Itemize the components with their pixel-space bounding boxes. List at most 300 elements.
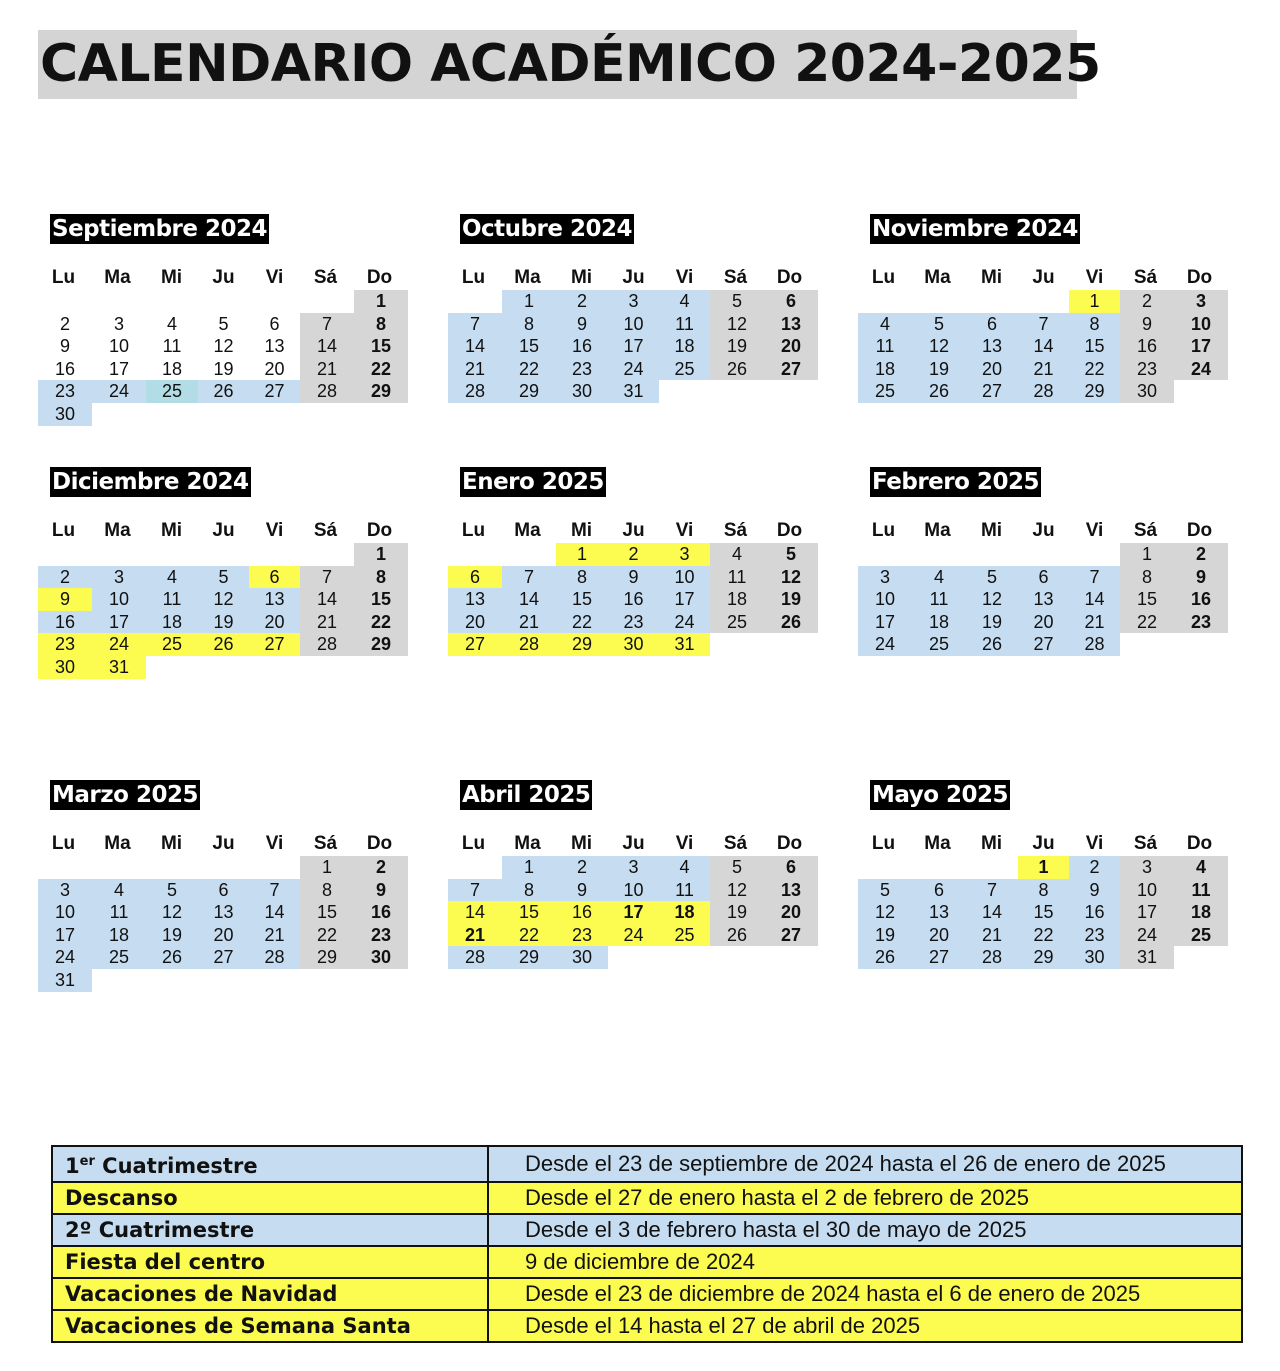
day-cell: 19 bbox=[146, 924, 198, 947]
day-cell: 31 bbox=[1120, 946, 1174, 969]
day-cell: 18 bbox=[659, 335, 710, 358]
day-cell: 23 bbox=[1069, 924, 1120, 947]
day-cell: 7 bbox=[966, 879, 1018, 902]
day-cell: 14 bbox=[448, 901, 502, 924]
day-cell: 24 bbox=[608, 358, 659, 381]
day-cell: 28 bbox=[966, 946, 1018, 969]
day-cell: 27 bbox=[912, 946, 966, 969]
month-title: Febrero 2025 bbox=[872, 469, 1039, 495]
day-cell: 20 bbox=[764, 901, 818, 924]
day-cell: 23 bbox=[556, 358, 608, 381]
day-cell: 20 bbox=[264, 358, 285, 379]
day-cell: 22 bbox=[1069, 358, 1120, 381]
day-cell: 18 bbox=[858, 358, 912, 381]
day-cell: 8 bbox=[556, 566, 608, 589]
day-cell: 2 bbox=[1120, 290, 1174, 313]
day-cell: 18 bbox=[659, 901, 710, 924]
day-cell: 11 bbox=[858, 335, 912, 358]
weekday-header: Mi bbox=[980, 520, 1003, 541]
weekday-header: Ju bbox=[1032, 520, 1055, 541]
day-cell: 11 bbox=[1174, 879, 1228, 902]
day-cell: 5 bbox=[710, 290, 764, 313]
day-cell: 18 bbox=[161, 358, 183, 379]
day-cell: 27 bbox=[764, 358, 818, 381]
legend-label: 1er Cuatrimestre bbox=[52, 1146, 488, 1182]
day-cell: 22 bbox=[502, 358, 556, 381]
day-cell: 6 bbox=[966, 313, 1018, 336]
legend-label: Vacaciones de Semana Santa bbox=[52, 1310, 488, 1342]
weekday-header: Lu bbox=[871, 833, 896, 854]
day-cell: 13 bbox=[764, 879, 818, 902]
day-cell: 11 bbox=[710, 566, 764, 589]
weekday-header: Lu bbox=[461, 267, 486, 288]
day-cell: 17 bbox=[858, 611, 912, 634]
weekday-header: Lu bbox=[461, 520, 486, 541]
day-cell: 21 bbox=[1069, 611, 1120, 634]
weekday-header: Do bbox=[776, 267, 803, 288]
weekday-header: Ma bbox=[514, 520, 541, 541]
day-cell: 30 bbox=[1120, 380, 1174, 403]
day-cell: 8 bbox=[1069, 313, 1120, 336]
day-cell: 24 bbox=[38, 946, 92, 969]
weekday-header: Ma bbox=[514, 833, 541, 854]
day-cell: 12 bbox=[710, 879, 764, 902]
day-cell: 19 bbox=[764, 588, 818, 611]
day-cell: 13 bbox=[966, 335, 1018, 358]
day-cell: 2 bbox=[354, 856, 408, 879]
day-cell: 29 bbox=[502, 380, 556, 403]
day-cell: 4 bbox=[710, 543, 764, 566]
day-cell: 14 bbox=[1018, 335, 1069, 358]
day-cell: 10 bbox=[659, 566, 710, 589]
day-cell: 13 bbox=[249, 588, 300, 611]
day-cell: 5 bbox=[710, 856, 764, 879]
month-block bbox=[858, 214, 1238, 444]
day-cell: 18 bbox=[1174, 901, 1228, 924]
day-cell: 2 bbox=[1069, 856, 1120, 879]
month-title: Abril 2025 bbox=[462, 782, 591, 808]
day-cell: 5 bbox=[858, 879, 912, 902]
legend-value: Desde el 27 de enero hasta el 2 de febrero de 2025 bbox=[488, 1182, 1242, 1214]
weekday-header: Mi bbox=[980, 833, 1003, 854]
day-cell: 16 bbox=[38, 611, 92, 634]
day-cell: 15 bbox=[354, 588, 408, 611]
day-cell: 29 bbox=[556, 633, 608, 656]
weekday-header: Sá bbox=[1133, 520, 1158, 541]
day-cell: 20 bbox=[1018, 611, 1069, 634]
day-cell: 22 bbox=[502, 924, 556, 947]
day-cell: 17 bbox=[38, 924, 92, 947]
day-cell: 28 bbox=[502, 633, 556, 656]
day-cell: 5 bbox=[198, 566, 249, 589]
day-cell: 1 bbox=[300, 856, 354, 879]
day-cell: 16 bbox=[1120, 335, 1174, 358]
day-cell: 3 bbox=[858, 566, 912, 589]
day-cell: 4 bbox=[912, 566, 966, 589]
day-cell: 30 bbox=[38, 656, 92, 679]
weekday-header: Mi bbox=[570, 833, 593, 854]
day-cell: 18 bbox=[146, 611, 198, 634]
day-cell: 17 bbox=[108, 358, 130, 379]
day-cell: 24 bbox=[92, 633, 146, 656]
day-cell: 3 bbox=[659, 543, 710, 566]
day-cell: 22 bbox=[1018, 924, 1069, 947]
month-block bbox=[448, 467, 828, 697]
day-cell: 25 bbox=[659, 358, 710, 381]
day-cell: 22 bbox=[354, 358, 408, 381]
month-block bbox=[38, 214, 418, 444]
day-cell: 16 bbox=[556, 335, 608, 358]
day-cell: 6 bbox=[912, 879, 966, 902]
legend-row bbox=[52, 1146, 1242, 1182]
page-title: CALENDARIO ACADÉMICO 2024-2025 bbox=[38, 30, 1077, 99]
day-cell: 28 bbox=[448, 380, 502, 403]
day-cell: 17 bbox=[659, 588, 710, 611]
day-cell: 9 bbox=[59, 336, 70, 357]
day-cell: 3 bbox=[1174, 290, 1228, 313]
day-cell: 21 bbox=[502, 611, 556, 634]
day-cell: 7 bbox=[448, 313, 502, 336]
day-cell: 26 bbox=[710, 924, 764, 947]
day-cell: 9 bbox=[1069, 879, 1120, 902]
day-cell: 6 bbox=[764, 290, 818, 313]
day-cell: 26 bbox=[912, 380, 966, 403]
day-cell: 24 bbox=[858, 633, 912, 656]
day-cell: 17 bbox=[92, 611, 146, 634]
weekday-header: Do bbox=[776, 520, 803, 541]
day-cell: 16 bbox=[1069, 901, 1120, 924]
legend-row bbox=[52, 1310, 1242, 1342]
day-cell: 1 bbox=[354, 543, 408, 566]
day-cell: 13 bbox=[912, 901, 966, 924]
day-cell: 18 bbox=[92, 924, 146, 947]
weekday-header: Ma bbox=[104, 267, 131, 288]
day-cell: 6 bbox=[1018, 566, 1069, 589]
day-cell: 26 bbox=[146, 946, 198, 969]
day-cell: 29 bbox=[354, 380, 408, 403]
day-cell: 7 bbox=[448, 879, 502, 902]
day-cell: 1 bbox=[1120, 543, 1174, 566]
month-title: Mayo 2025 bbox=[872, 782, 1009, 808]
day-cell: 5 bbox=[764, 543, 818, 566]
day-cell: 7 bbox=[1018, 313, 1069, 336]
day-cell: 24 bbox=[92, 380, 146, 403]
day-cell: 31 bbox=[38, 969, 92, 992]
day-cell: 28 bbox=[300, 380, 354, 403]
day-cell: 9 bbox=[608, 566, 659, 589]
month-title: Noviembre 2024 bbox=[872, 216, 1078, 242]
day-cell: 3 bbox=[38, 879, 92, 902]
day-cell: 6 bbox=[198, 879, 249, 902]
legend-value: Desde el 23 de diciembre de 2024 hasta el 6 de enero de 2025 bbox=[488, 1278, 1242, 1310]
day-cell: 7 bbox=[502, 566, 556, 589]
day-cell: 7 bbox=[1069, 566, 1120, 589]
weekday-header: Ma bbox=[924, 267, 951, 288]
day-cell: 26 bbox=[966, 633, 1018, 656]
weekday-header: Ju bbox=[1032, 833, 1055, 854]
day-cell: 2 bbox=[38, 566, 92, 589]
day-cell: 12 bbox=[146, 901, 198, 924]
weekday-header: Sá bbox=[723, 267, 748, 288]
day-cell: 4 bbox=[166, 313, 177, 334]
day-cell: 21 bbox=[300, 611, 354, 634]
day-cell: 3 bbox=[608, 856, 659, 879]
weekday-header: Lu bbox=[871, 267, 896, 288]
day-cell: 28 bbox=[300, 633, 354, 656]
legend-label: 2º Cuatrimestre bbox=[52, 1214, 488, 1246]
day-cell: 25 bbox=[146, 633, 198, 656]
day-cell: 19 bbox=[710, 901, 764, 924]
day-cell: 22 bbox=[1120, 611, 1174, 634]
day-cell: 5 bbox=[146, 879, 198, 902]
day-cell: 25 bbox=[92, 946, 146, 969]
day-cell: 5 bbox=[966, 566, 1018, 589]
day-cell: 31 bbox=[92, 656, 146, 679]
month-block bbox=[858, 467, 1238, 697]
day-cell: 1 bbox=[502, 856, 556, 879]
day-cell: 21 bbox=[966, 924, 1018, 947]
day-cell: 6 bbox=[269, 313, 280, 334]
day-cell: 18 bbox=[710, 588, 764, 611]
weekday-header: Vi bbox=[675, 833, 694, 854]
day-cell: 30 bbox=[38, 403, 92, 426]
day-cell: 26 bbox=[764, 611, 818, 634]
day-cell: 10 bbox=[858, 588, 912, 611]
day-cell: 15 bbox=[1069, 335, 1120, 358]
weekday-header: Sá bbox=[313, 267, 338, 288]
day-cell: 14 bbox=[1069, 588, 1120, 611]
weekday-header: Do bbox=[1186, 267, 1213, 288]
weekday-header: Vi bbox=[265, 520, 284, 541]
day-cell: 16 bbox=[608, 588, 659, 611]
day-cell: 5 bbox=[218, 313, 229, 334]
day-cell: 3 bbox=[1120, 856, 1174, 879]
legend-table bbox=[51, 1145, 1243, 1343]
day-cell: 15 bbox=[1120, 588, 1174, 611]
day-cell: 28 bbox=[249, 946, 300, 969]
day-cell: 30 bbox=[354, 946, 408, 969]
day-cell: 19 bbox=[966, 611, 1018, 634]
day-cell: 10 bbox=[608, 313, 659, 336]
day-cell: 16 bbox=[54, 358, 76, 379]
day-cell: 20 bbox=[448, 611, 502, 634]
legend-label: Descanso bbox=[52, 1182, 488, 1214]
legend-row bbox=[52, 1182, 1242, 1214]
day-cell: 19 bbox=[912, 358, 966, 381]
day-cell: 11 bbox=[162, 336, 182, 357]
day-cell: 19 bbox=[213, 358, 234, 379]
day-cell: 1 bbox=[556, 543, 608, 566]
day-cell: 10 bbox=[1174, 313, 1228, 336]
day-cell: 11 bbox=[146, 588, 198, 611]
day-cell: 8 bbox=[1018, 879, 1069, 902]
weekday-header: Lu bbox=[871, 520, 896, 541]
month-title: Marzo 2025 bbox=[52, 782, 198, 808]
day-cell: 27 bbox=[198, 946, 249, 969]
day-cell: 27 bbox=[764, 924, 818, 947]
day-cell: 14 bbox=[249, 901, 300, 924]
day-cell: 3 bbox=[92, 566, 146, 589]
day-cell: 12 bbox=[213, 336, 234, 357]
day-cell: 28 bbox=[1069, 633, 1120, 656]
day-cell: 21 bbox=[1018, 358, 1069, 381]
day-cell: 16 bbox=[354, 901, 408, 924]
day-cell: 13 bbox=[764, 313, 818, 336]
day-cell: 23 bbox=[608, 611, 659, 634]
day-cell: 19 bbox=[710, 335, 764, 358]
day-cell: 25 bbox=[659, 924, 710, 947]
day-cell: 28 bbox=[448, 946, 502, 969]
weekday-header: Ju bbox=[212, 267, 235, 288]
weekday-header: Do bbox=[366, 267, 393, 288]
weekday-header: Mi bbox=[570, 520, 593, 541]
weekday-header: Ju bbox=[622, 520, 645, 541]
legend-row bbox=[52, 1214, 1242, 1246]
day-cell: 23 bbox=[354, 924, 408, 947]
day-cell: 24 bbox=[608, 924, 659, 947]
day-cell: 17 bbox=[608, 901, 659, 924]
day-cell: 14 bbox=[966, 901, 1018, 924]
day-cell: 22 bbox=[300, 924, 354, 947]
day-cell: 2 bbox=[608, 543, 659, 566]
weekday-header: Vi bbox=[1085, 833, 1104, 854]
day-cell: 19 bbox=[858, 924, 912, 947]
legend-label: Fiesta del centro bbox=[52, 1246, 488, 1278]
day-cell: 1 bbox=[1069, 290, 1120, 313]
day-cell: 15 bbox=[300, 901, 354, 924]
month-title: Diciembre 2024 bbox=[52, 469, 249, 495]
day-cell: 4 bbox=[92, 879, 146, 902]
day-cell: 27 bbox=[249, 380, 300, 403]
day-cell: 22 bbox=[354, 611, 408, 634]
day-cell: 10 bbox=[108, 336, 130, 357]
day-cell: 12 bbox=[912, 335, 966, 358]
weekday-header: Ju bbox=[212, 520, 235, 541]
month-block bbox=[448, 214, 828, 444]
day-cell: 15 bbox=[502, 335, 556, 358]
day-cell: 26 bbox=[198, 633, 249, 656]
weekday-header: Sá bbox=[313, 833, 338, 854]
legend-row bbox=[52, 1278, 1242, 1310]
day-cell: 9 bbox=[1174, 566, 1228, 589]
day-cell: 6 bbox=[448, 566, 502, 589]
day-cell: 8 bbox=[354, 566, 408, 589]
weekday-header: Sá bbox=[723, 833, 748, 854]
day-cell: 12 bbox=[710, 313, 764, 336]
month-title: Octubre 2024 bbox=[462, 216, 632, 242]
day-cell: 11 bbox=[92, 901, 146, 924]
day-cell: 26 bbox=[710, 358, 764, 381]
day-cell: 9 bbox=[354, 879, 408, 902]
weekday-header: Do bbox=[776, 833, 803, 854]
day-cell: 8 bbox=[354, 313, 408, 336]
day-cell: 4 bbox=[659, 290, 710, 313]
legend-value: 9 de diciembre de 2024 bbox=[488, 1246, 1242, 1278]
day-cell: 29 bbox=[502, 946, 556, 969]
weekday-header: Lu bbox=[51, 520, 76, 541]
day-cell: 22 bbox=[556, 611, 608, 634]
day-cell: 29 bbox=[1018, 946, 1069, 969]
day-cell: 30 bbox=[1069, 946, 1120, 969]
weekday-header: Sá bbox=[723, 520, 748, 541]
day-cell: 3 bbox=[113, 313, 124, 334]
weekday-header: Sá bbox=[1133, 267, 1158, 288]
day-cell: 10 bbox=[38, 901, 92, 924]
day-cell: 25 bbox=[710, 611, 764, 634]
day-cell: 8 bbox=[300, 879, 354, 902]
day-cell: 4 bbox=[858, 313, 912, 336]
day-cell: 2 bbox=[556, 290, 608, 313]
day-cell: 26 bbox=[858, 946, 912, 969]
day-cell: 26 bbox=[198, 380, 249, 403]
day-cell: 10 bbox=[92, 588, 146, 611]
weekday-header: Ju bbox=[622, 267, 645, 288]
month-title: Septiembre 2024 bbox=[52, 216, 267, 242]
day-cell: 27 bbox=[1018, 633, 1069, 656]
weekday-header: Ju bbox=[1032, 267, 1055, 288]
day-cell: 8 bbox=[502, 313, 556, 336]
weekday-header: Mi bbox=[160, 267, 183, 288]
weekday-header: Mi bbox=[980, 267, 1003, 288]
day-cell: 20 bbox=[198, 924, 249, 947]
day-cell: 30 bbox=[608, 633, 659, 656]
month-block bbox=[38, 467, 418, 697]
day-cell: 23 bbox=[1120, 358, 1174, 381]
weekday-header: Sá bbox=[1133, 833, 1158, 854]
weekday-header: Sá bbox=[313, 520, 338, 541]
weekday-header: Ma bbox=[924, 833, 951, 854]
day-cell: 21 bbox=[448, 358, 502, 381]
day-cell: 20 bbox=[966, 358, 1018, 381]
day-cell: 13 bbox=[198, 901, 249, 924]
day-cell: 9 bbox=[1120, 313, 1174, 336]
month-block bbox=[38, 780, 418, 1010]
day-cell: 20 bbox=[764, 335, 818, 358]
weekday-header: Vi bbox=[675, 520, 694, 541]
weekday-header: Vi bbox=[1085, 267, 1104, 288]
weekday-header: Lu bbox=[51, 267, 76, 288]
month-title: Enero 2025 bbox=[462, 469, 604, 495]
day-cell: 24 bbox=[1120, 924, 1174, 947]
day-cell: 27 bbox=[966, 380, 1018, 403]
day-cell: 17 bbox=[1174, 335, 1228, 358]
weekday-header: Do bbox=[1186, 520, 1213, 541]
day-cell: 10 bbox=[608, 879, 659, 902]
weekday-header: Ju bbox=[622, 833, 645, 854]
weekday-header: Mi bbox=[160, 520, 183, 541]
day-cell: 14 bbox=[502, 588, 556, 611]
day-cell: 7 bbox=[300, 566, 354, 589]
weekday-header: Vi bbox=[265, 267, 284, 288]
day-cell: 7 bbox=[249, 879, 300, 902]
day-cell: 1 bbox=[1018, 856, 1069, 879]
day-cell: 25 bbox=[146, 380, 198, 403]
day-cell: 23 bbox=[1174, 611, 1228, 634]
day-cell: 13 bbox=[448, 588, 502, 611]
legend-value: Desde el 23 de septiembre de 2024 hasta el 26 de enero de 2025 bbox=[488, 1146, 1242, 1182]
day-cell: 9 bbox=[556, 313, 608, 336]
day-cell: 16 bbox=[1174, 588, 1228, 611]
weekday-header: Ma bbox=[514, 267, 541, 288]
day-cell: 29 bbox=[300, 946, 354, 969]
day-cell: 9 bbox=[38, 588, 92, 611]
day-cell: 25 bbox=[912, 633, 966, 656]
month-block bbox=[448, 780, 828, 1010]
day-cell: 4 bbox=[146, 566, 198, 589]
weekday-header: Mi bbox=[160, 833, 183, 854]
day-cell: 29 bbox=[354, 633, 408, 656]
day-cell: 14 bbox=[448, 335, 502, 358]
